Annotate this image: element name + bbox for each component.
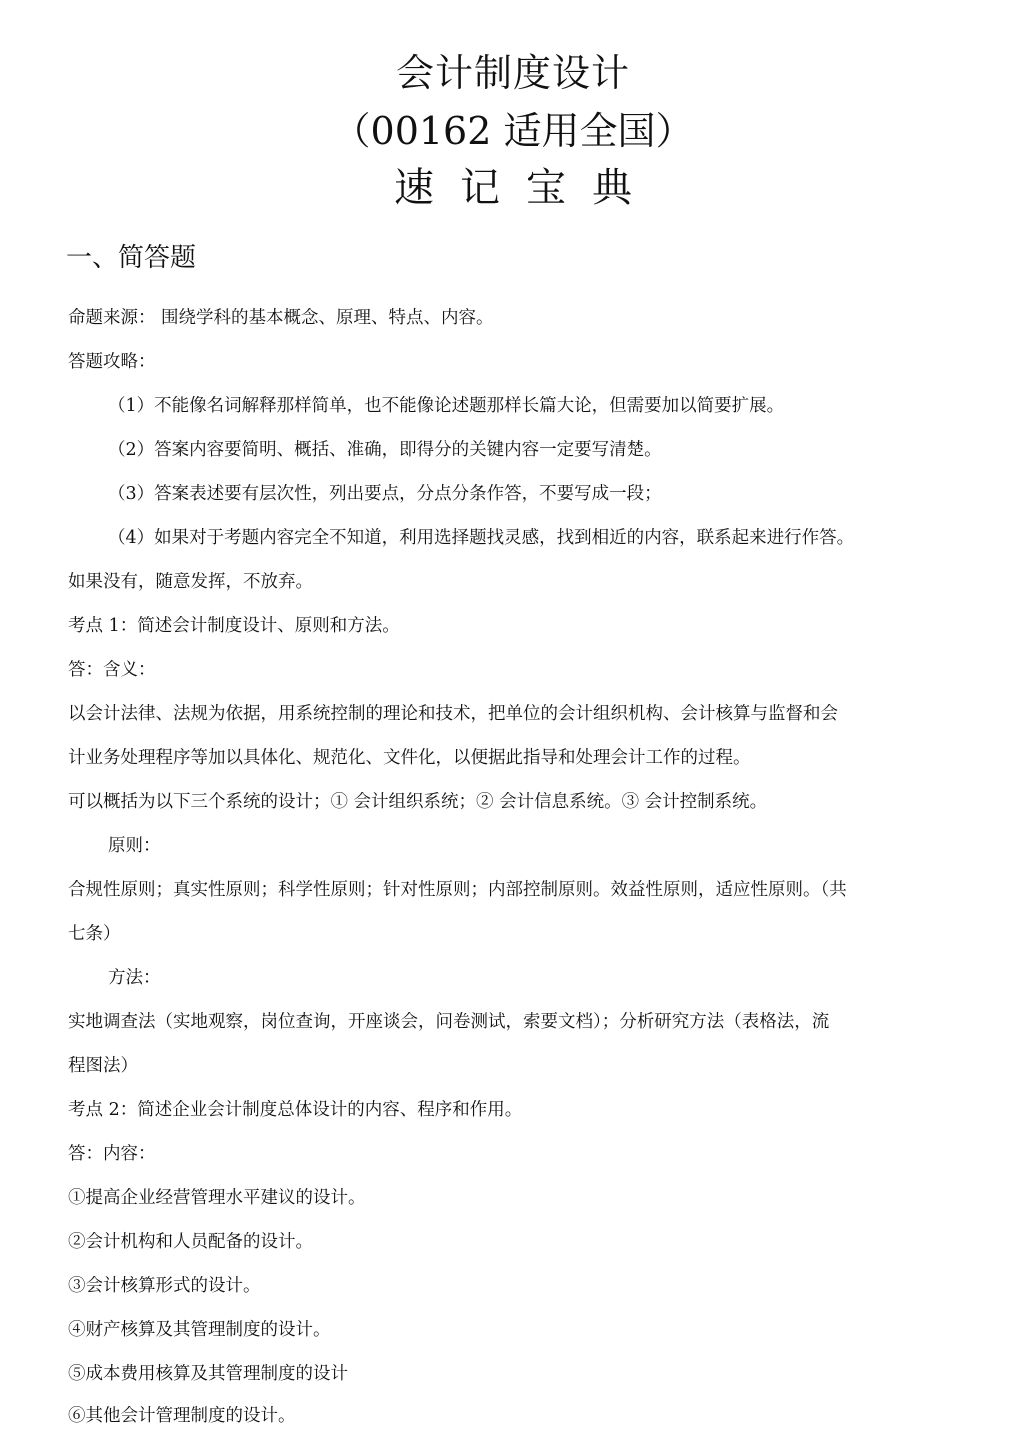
doc-subtitle-code: （00162 适用全国） <box>332 109 694 153</box>
strategy-tip-4-cont: 如果没有，随意发挥，不放弃。 <box>68 572 313 592</box>
section-heading: 一、简答题 <box>66 243 197 273</box>
point-2-answer-label: 答：内容： <box>68 1144 156 1164</box>
content-item: ⑤成本费用核算及其管理制度的设计 <box>68 1364 348 1384</box>
content-item: ①提高企业经营管理水平建议的设计。 <box>68 1188 366 1208</box>
strategy-tip-3: （3）答案表述要有层次性，列出要点，分点分条作答，不要写成一段； <box>108 484 662 504</box>
strategy-tip-4: （4）如果对于考题内容完全不知道，利用选择题找灵感，找到相近的内容，联系起来进行作答。 <box>108 528 855 548</box>
content-item: ④财产核算及其管理制度的设计。 <box>68 1320 331 1340</box>
doc-title: 会计制度设计 <box>395 51 630 95</box>
methods-text: 实地调查法（实地观察，岗位查询，开座谈会，问卷测试，索要文档）；分析研究方法（表格法，流 <box>68 1012 830 1032</box>
principles-text-cont: 七条） <box>68 924 121 944</box>
content-item: ②会计机构和人员配备的设计。 <box>68 1232 313 1252</box>
strategy-tip-1: （1）不能像名词解释那样简单，也不能像论述题那样长篇大论，但需要加以简要扩展。 <box>108 396 785 416</box>
point-1-question: 考点 1：简述会计制度设计、原则和方法。 <box>68 616 400 636</box>
point-1-summary: 可以概括为以下三个系统的设计；① 会计组织系统；② 会计信息系统。③ 会计控制系统。 <box>68 792 768 812</box>
point-1-meaning-cont: 计业务处理程序等加以具体化、规范化、文件化，以便据此指导和处理会计工作的过程。 <box>68 748 751 768</box>
point-1-answer-label: 答：含义： <box>68 660 156 680</box>
point-1-meaning: 以会计法律、法规为依据，用系统控制的理论和技术，把单位的会计组织机构、会计核算与监督和会 <box>68 704 838 724</box>
methods-text-cont: 程图法） <box>68 1056 138 1076</box>
strategy-tip-2: （2）答案内容要简明、概括、准确，即得分的关键内容一定要写清楚。 <box>108 440 662 460</box>
content-item: ⑥其他会计管理制度的设计。 <box>68 1406 296 1426</box>
principles-label: 原则： <box>108 836 161 856</box>
point-2-question: 考点 2：简述企业会计制度总体设计的内容、程序和作用。 <box>68 1100 523 1120</box>
strategy-label: 答题攻略： <box>68 352 156 372</box>
principles-text: 合规性原则；真实性原则；科学性原则；针对性原则；内部控制原则。效益性原则，适应性原则。（共 <box>68 880 847 900</box>
question-source: 命题来源： 围绕学科的基本概念、原理、特点、内容。 <box>68 308 494 328</box>
content-item: ③会计核算形式的设计。 <box>68 1276 261 1296</box>
methods-label: 方法： <box>108 968 161 988</box>
doc-subtitle: 速记宝典 <box>394 165 658 211</box>
